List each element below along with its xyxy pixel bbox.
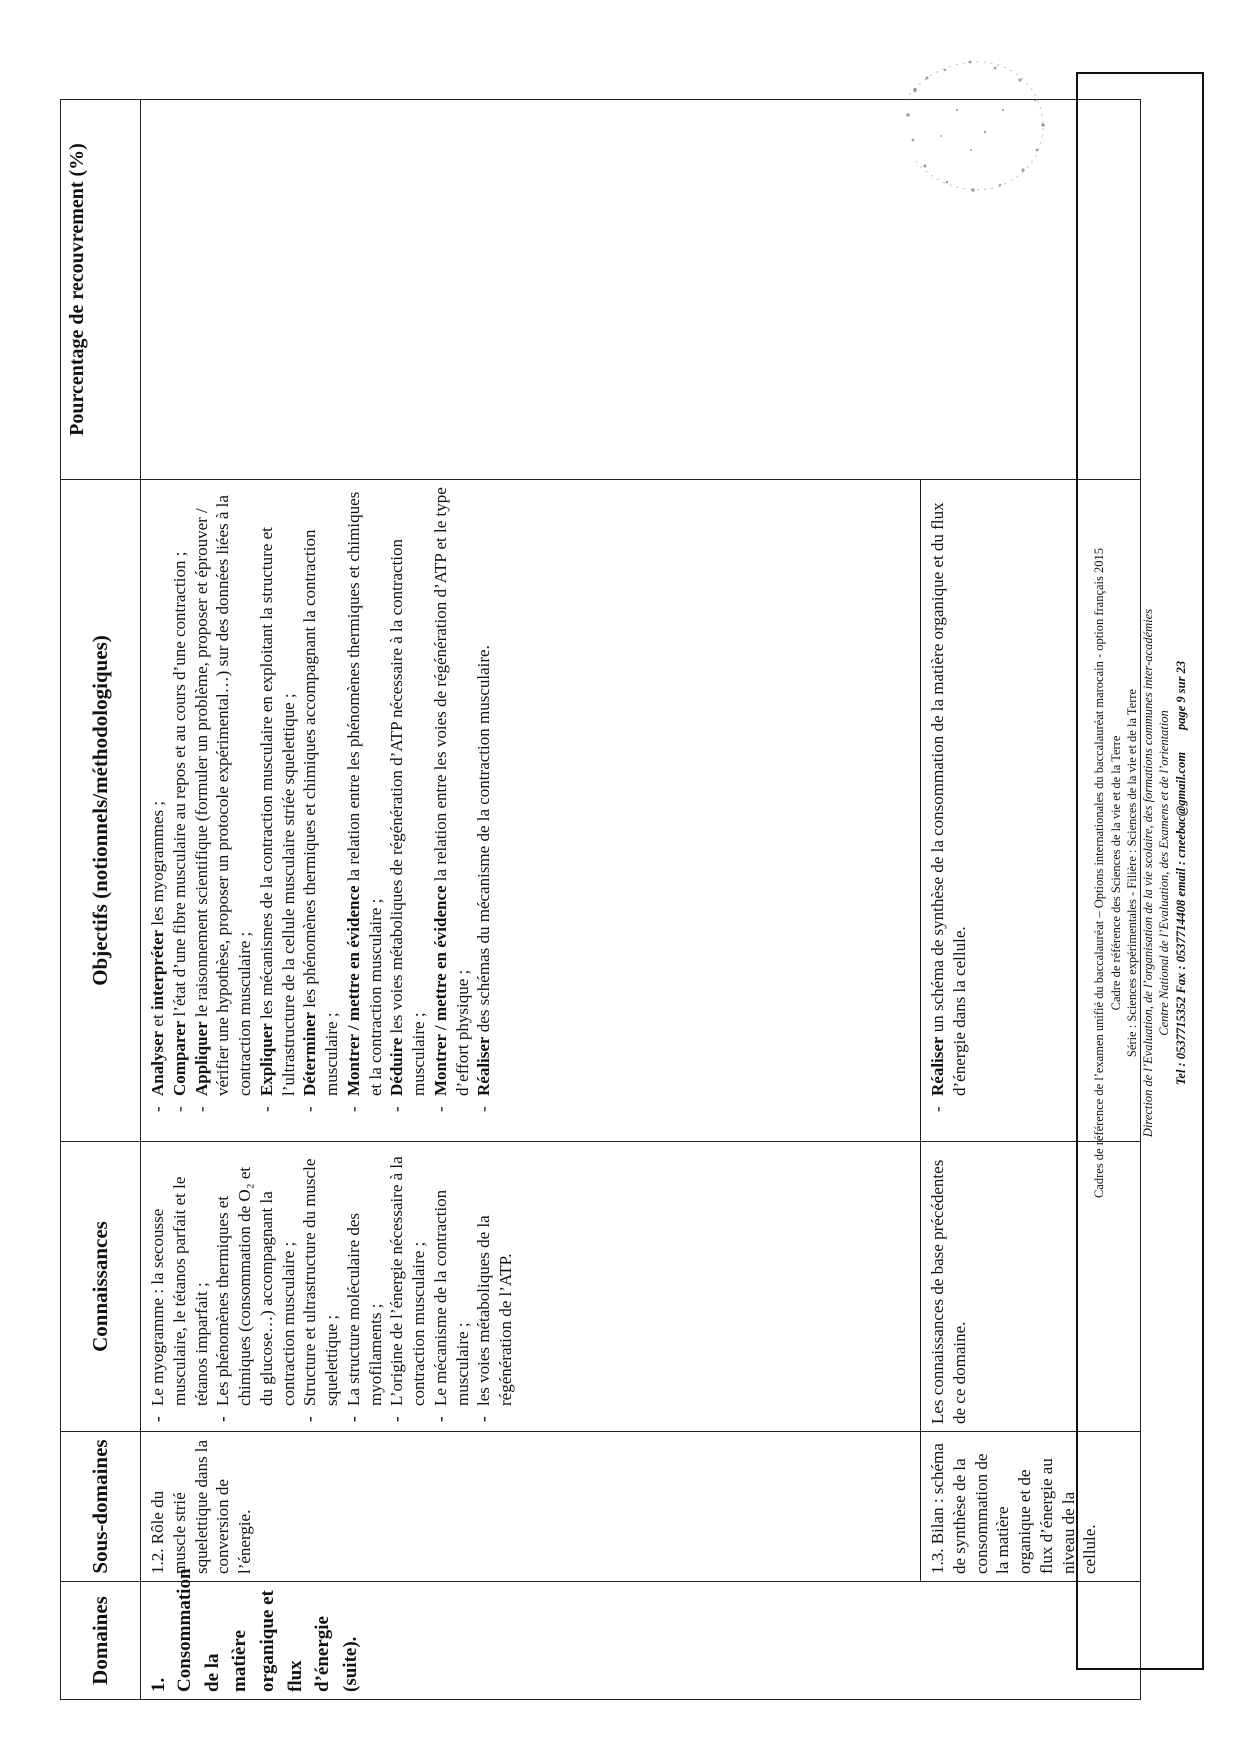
footer-contact: Tel : 0537715352 Fax : 0537714408 email : cneebac@gmail.com page 9 sur 23 [1173, 660, 1188, 1086]
list-item: - Le mécanisme de la contraction musculaire ; [430, 1149, 474, 1424]
header-connaissances: Connaissances [61, 1142, 141, 1432]
objectives-cell [141, 480, 921, 1142]
list-item: - Montrer / mettre en évidence la relation entre les phénomènes thermiques et chimiques et la contraction musculaire ; [343, 487, 387, 1134]
footer-line: Cadres de référence de l’examen unifié du baccalauréat – Options internationales du baccalauréat marocain - option français 2015 [1092, 547, 1107, 1199]
list-item: - Structure et ultrastructure du muscle squelettique ; [299, 1149, 343, 1424]
list-item: - L’origine de l’énergie nécessaire à la contraction musculaire ; [386, 1149, 430, 1424]
objectives-list [927, 487, 971, 1134]
list-item: - Réaliser des schémas du mécanisme de la contraction musculaire. [473, 487, 495, 1134]
list-item: - Montrer / mettre en évidence la relation entre les voies de régénération d’ATP et le type d’effort physique ; [430, 487, 474, 1134]
stamp-mark [875, 40, 1065, 210]
curriculum-table [60, 99, 1141, 1700]
list-item: - Les phénomènes thermiques et chimiques (consommation de O₂ et du glucose…) accompagnant la contraction musculaire ; [212, 1149, 299, 1424]
table-row [141, 100, 921, 1700]
list-item: - les voies métaboliques de la régénération de l’ATP. [473, 1149, 517, 1424]
domain-cell [141, 1568, 1141, 1700]
footer-line: Cadre de référence des Sciences de la vie et de la Terre [1108, 735, 1123, 1011]
header-sous-domaines: Sous-domaines [61, 1432, 141, 1582]
objectives-list [147, 487, 495, 1134]
domain-number: 1. [148, 1677, 169, 1692]
list-item: - Déterminer les phénomènes thermiques et chimiques accompagnant la contraction musculaire ; [299, 487, 343, 1134]
subdomain-cell: 1.2. Rôle du muscle strié squelettique dans la conversion de l’énergie. [141, 1432, 921, 1582]
header-pourcentage: Pourcentage de recouvrement (%) [61, 100, 141, 480]
list-item: - Expliquer les mécanismes de la contraction musculaire en exploitant la structure et l’ultrastructure de la cellule musculaire striée squelettique ; [256, 487, 300, 1134]
domain-name: Consommation de la matière organique et flux d’énergie (suite). [174, 1568, 361, 1692]
rotated-page [60, 100, 1140, 1700]
subdomain-cell: 1.3. Bilan : schéma de synthèse de la consommation de la matière organique et de flux d’énergie au niveau de la cellule. [921, 1432, 1141, 1582]
header-domaines: Domaines [61, 1582, 141, 1700]
footer-box [1076, 72, 1204, 1670]
table-header-row [61, 100, 141, 1700]
knowledge-cell: Les connaissances de base précédentes de ce domaine. [921, 1142, 1141, 1432]
header-objectifs: Objectifs (notionnels/méthodologiques) [61, 480, 141, 1142]
list-item: - La structure moléculaire des myofilaments ; [343, 1149, 387, 1424]
page-number: page 9 sur 23 [1173, 660, 1188, 731]
knowledge-list [147, 1149, 517, 1424]
footer-line: Série : Sciences expérimentales - Filière : Sciences de la vie et de la Terre [1124, 688, 1139, 1058]
footer-text [1078, 74, 1206, 1672]
list-item: - Comparer l’état d’une fibre musculaire au repos et au cours d’une contraction ; [169, 487, 191, 1134]
list-item: - Le myogramme : la secousse musculaire, le tétanos parfait et le tétanos imparfait ; [147, 1149, 212, 1424]
footer-line: Direction de l’Evaluation, de l’organisation de la vie scolaire, des formations communes inter-académies [1141, 608, 1155, 1138]
knowledge-cell [141, 1142, 921, 1432]
list-item: - Réaliser un schéma de synthèse de la consommation de la matière organique et du flux d’énergie dans la cellule. [927, 487, 971, 1134]
list-item: - Déduire les voies métaboliques de régénération d’ATP nécessaire à la contraction musculaire ; [386, 487, 430, 1134]
list-item: - Appliquer le raisonnement scientifique (formuler un problème, proposer et éprouver / vérifier une hypothèse, proposer un protocole expérimental…) sur des données liées à la contraction musculaire ; [191, 487, 256, 1134]
footer-line: Centre National de l’Evaluation, des Examens et de l’orientation [1157, 710, 1172, 1036]
list-item: - Analyser et interpréter les myogrammes ; [147, 487, 169, 1134]
